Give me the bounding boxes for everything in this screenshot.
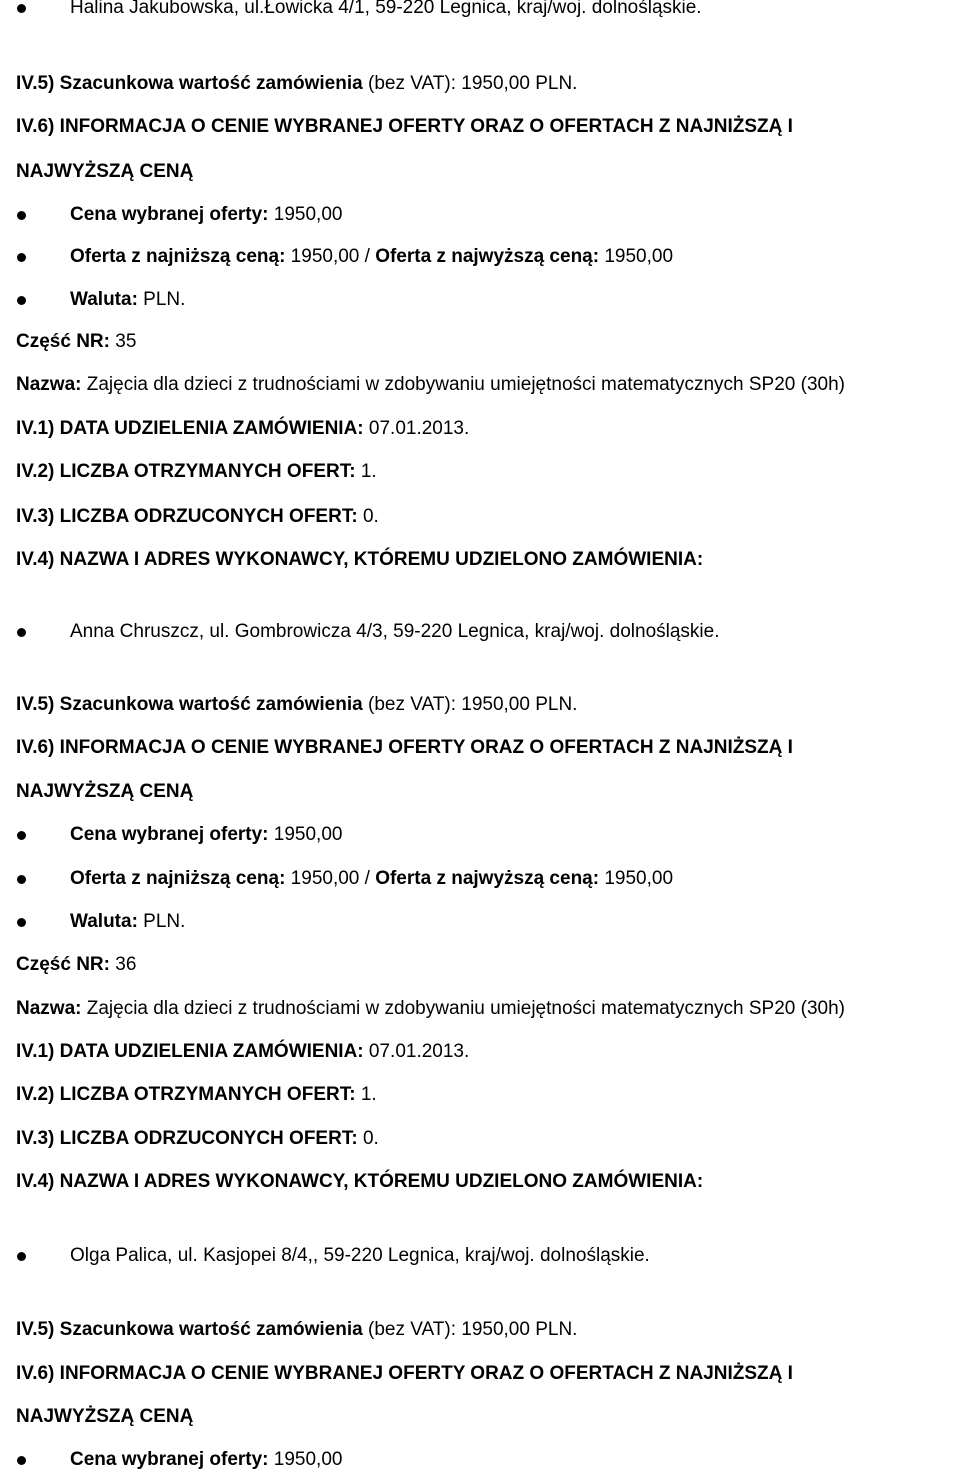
section-heading xyxy=(16,1362,793,1386)
field-value: 1. xyxy=(355,461,377,482)
contractor-text: Halina Jakubowska, ul.Łowicka 4/1, 59-220 Legnica, kraj/woj. dolnośląskie. xyxy=(70,0,702,18)
field-line xyxy=(16,997,845,1021)
field-note: (bez VAT) xyxy=(362,73,451,94)
field-label: Nazwa: xyxy=(16,998,82,1019)
bullet-icon xyxy=(17,296,26,305)
field-value: Zajęcia dla dzieci z trudnościami w zdobywaniu umiejętności matematycznych SP20 (30h) xyxy=(81,998,845,1019)
bullet-icon xyxy=(17,918,26,927)
field-line xyxy=(16,953,136,977)
field-value: 1950,00 / xyxy=(285,868,376,889)
field-label: Oferta z najwyższą ceną: xyxy=(375,868,600,889)
field-value: 1950,00 xyxy=(268,1449,343,1470)
field-value: 1950,00 xyxy=(599,868,674,889)
section-heading xyxy=(16,736,793,760)
field-line xyxy=(16,460,377,484)
list-item xyxy=(70,910,185,934)
field-value: 1950,00 / xyxy=(285,246,376,267)
section-heading xyxy=(16,780,193,804)
contractor-text: Olga Palica, ul. Kasjopei 8/4,, 59-220 Legnica, kraj/woj. dolnośląskie. xyxy=(70,1245,650,1266)
field-value: PLN. xyxy=(137,289,186,310)
heading-text: IV.6) INFORMACJA O CENIE WYBRANEJ OFERTY ORAZ O OFERTACH Z NAJNIŻSZĄ I xyxy=(16,116,793,137)
list-item xyxy=(70,0,702,20)
bullet-icon xyxy=(17,211,26,220)
estimated-value-line xyxy=(16,693,577,717)
field-label: Cena wybranej oferty: xyxy=(70,204,269,225)
field-label: Część NR: xyxy=(16,954,110,975)
section-heading xyxy=(16,115,793,139)
list-item xyxy=(70,1244,650,1268)
field-value: 07.01.2013. xyxy=(363,418,470,439)
bullet-icon xyxy=(17,831,26,840)
list-item xyxy=(70,203,342,227)
field-value: : 1950,00 PLN. xyxy=(450,1319,578,1340)
field-line xyxy=(16,505,379,529)
bullet-icon xyxy=(17,628,26,637)
field-label: IV.5) Szacunkowa wartość zamówienia xyxy=(16,1319,363,1340)
heading-text: IV.6) INFORMACJA O CENIE WYBRANEJ OFERTY ORAZ O OFERTACH Z NAJNIŻSZĄ I xyxy=(16,1363,793,1384)
list-item xyxy=(70,245,673,269)
field-label: Oferta z najniższą ceną: xyxy=(70,868,286,889)
field-line xyxy=(16,1127,379,1151)
field-value: : 1950,00 PLN. xyxy=(450,694,578,715)
heading-text: IV.4) NAZWA I ADRES WYKONAWCY, KTÓREMU UDZIELONO ZAMÓWIENIA: xyxy=(16,1171,704,1192)
field-value: 07.01.2013. xyxy=(363,1041,470,1062)
field-line xyxy=(16,1040,469,1064)
field-label: IV.1) DATA UDZIELENIA ZAMÓWIENIA: xyxy=(16,418,364,439)
bullet-icon xyxy=(17,4,26,13)
field-line xyxy=(16,417,469,441)
field-value: 1950,00 xyxy=(268,824,343,845)
field-value: 0. xyxy=(357,506,379,527)
field-label: Oferta z najniższą ceną: xyxy=(70,246,286,267)
field-value: 1950,00 xyxy=(599,246,674,267)
list-item xyxy=(70,1448,342,1472)
field-label: IV.5) Szacunkowa wartość zamówienia xyxy=(16,73,363,94)
estimated-value-line xyxy=(16,1318,577,1342)
heading-text: NAJWYŻSZĄ CENĄ xyxy=(16,1406,194,1427)
estimated-value-line xyxy=(16,72,577,96)
bullet-icon xyxy=(17,1252,26,1261)
field-value: : 1950,00 PLN. xyxy=(450,73,578,94)
field-line xyxy=(16,1083,377,1107)
list-item xyxy=(70,620,720,644)
heading-text: IV.4) NAZWA I ADRES WYKONAWCY, KTÓREMU UDZIELONO ZAMÓWIENIA: xyxy=(16,549,704,570)
field-value: 36 xyxy=(109,954,137,975)
list-item xyxy=(70,288,185,312)
field-label: IV.3) LICZBA ODRZUCONYCH OFERT: xyxy=(16,506,358,527)
section-heading xyxy=(16,1170,703,1194)
field-label: IV.5) Szacunkowa wartość zamówienia xyxy=(16,694,363,715)
list-item xyxy=(70,867,673,891)
field-label: IV.3) LICZBA ODRZUCONYCH OFERT: xyxy=(16,1128,358,1149)
bullet-icon xyxy=(17,875,26,884)
field-line xyxy=(16,330,136,354)
field-value: 1. xyxy=(355,1084,377,1105)
field-label: Waluta: xyxy=(70,911,138,932)
field-label: IV.2) LICZBA OTRZYMANYCH OFERT: xyxy=(16,1084,356,1105)
section-heading xyxy=(16,160,193,184)
field-value: PLN. xyxy=(137,911,186,932)
heading-text: IV.6) INFORMACJA O CENIE WYBRANEJ OFERTY ORAZ O OFERTACH Z NAJNIŻSZĄ I xyxy=(16,737,793,758)
field-note: (bez VAT) xyxy=(362,694,451,715)
field-note: (bez VAT) xyxy=(362,1319,451,1340)
bullet-icon xyxy=(17,1456,26,1465)
section-heading xyxy=(16,548,703,572)
heading-text: NAJWYŻSZĄ CENĄ xyxy=(16,781,194,802)
field-value: 35 xyxy=(109,331,137,352)
contractor-text: Anna Chruszcz, ul. Gombrowicza 4/3, 59-220 Legnica, kraj/woj. dolnośląskie. xyxy=(70,621,720,642)
field-line xyxy=(16,373,845,397)
field-label: Waluta: xyxy=(70,289,138,310)
field-label: Nazwa: xyxy=(16,374,82,395)
field-label: Cena wybranej oferty: xyxy=(70,824,269,845)
list-item xyxy=(70,823,342,847)
field-value: Zajęcia dla dzieci z trudnościami w zdobywaniu umiejętności matematycznych SP20 (30h) xyxy=(81,374,845,395)
section-heading xyxy=(16,1405,193,1429)
field-value: 1950,00 xyxy=(268,204,343,225)
heading-text: NAJWYŻSZĄ CENĄ xyxy=(16,161,194,182)
field-label: IV.2) LICZBA OTRZYMANYCH OFERT: xyxy=(16,461,356,482)
field-label: IV.1) DATA UDZIELENIA ZAMÓWIENIA: xyxy=(16,1041,364,1062)
field-label: Oferta z najwyższą ceną: xyxy=(375,246,600,267)
field-label: Część NR: xyxy=(16,331,110,352)
bullet-icon xyxy=(17,253,26,262)
field-value: 0. xyxy=(357,1128,379,1149)
field-label: Cena wybranej oferty: xyxy=(70,1449,269,1470)
